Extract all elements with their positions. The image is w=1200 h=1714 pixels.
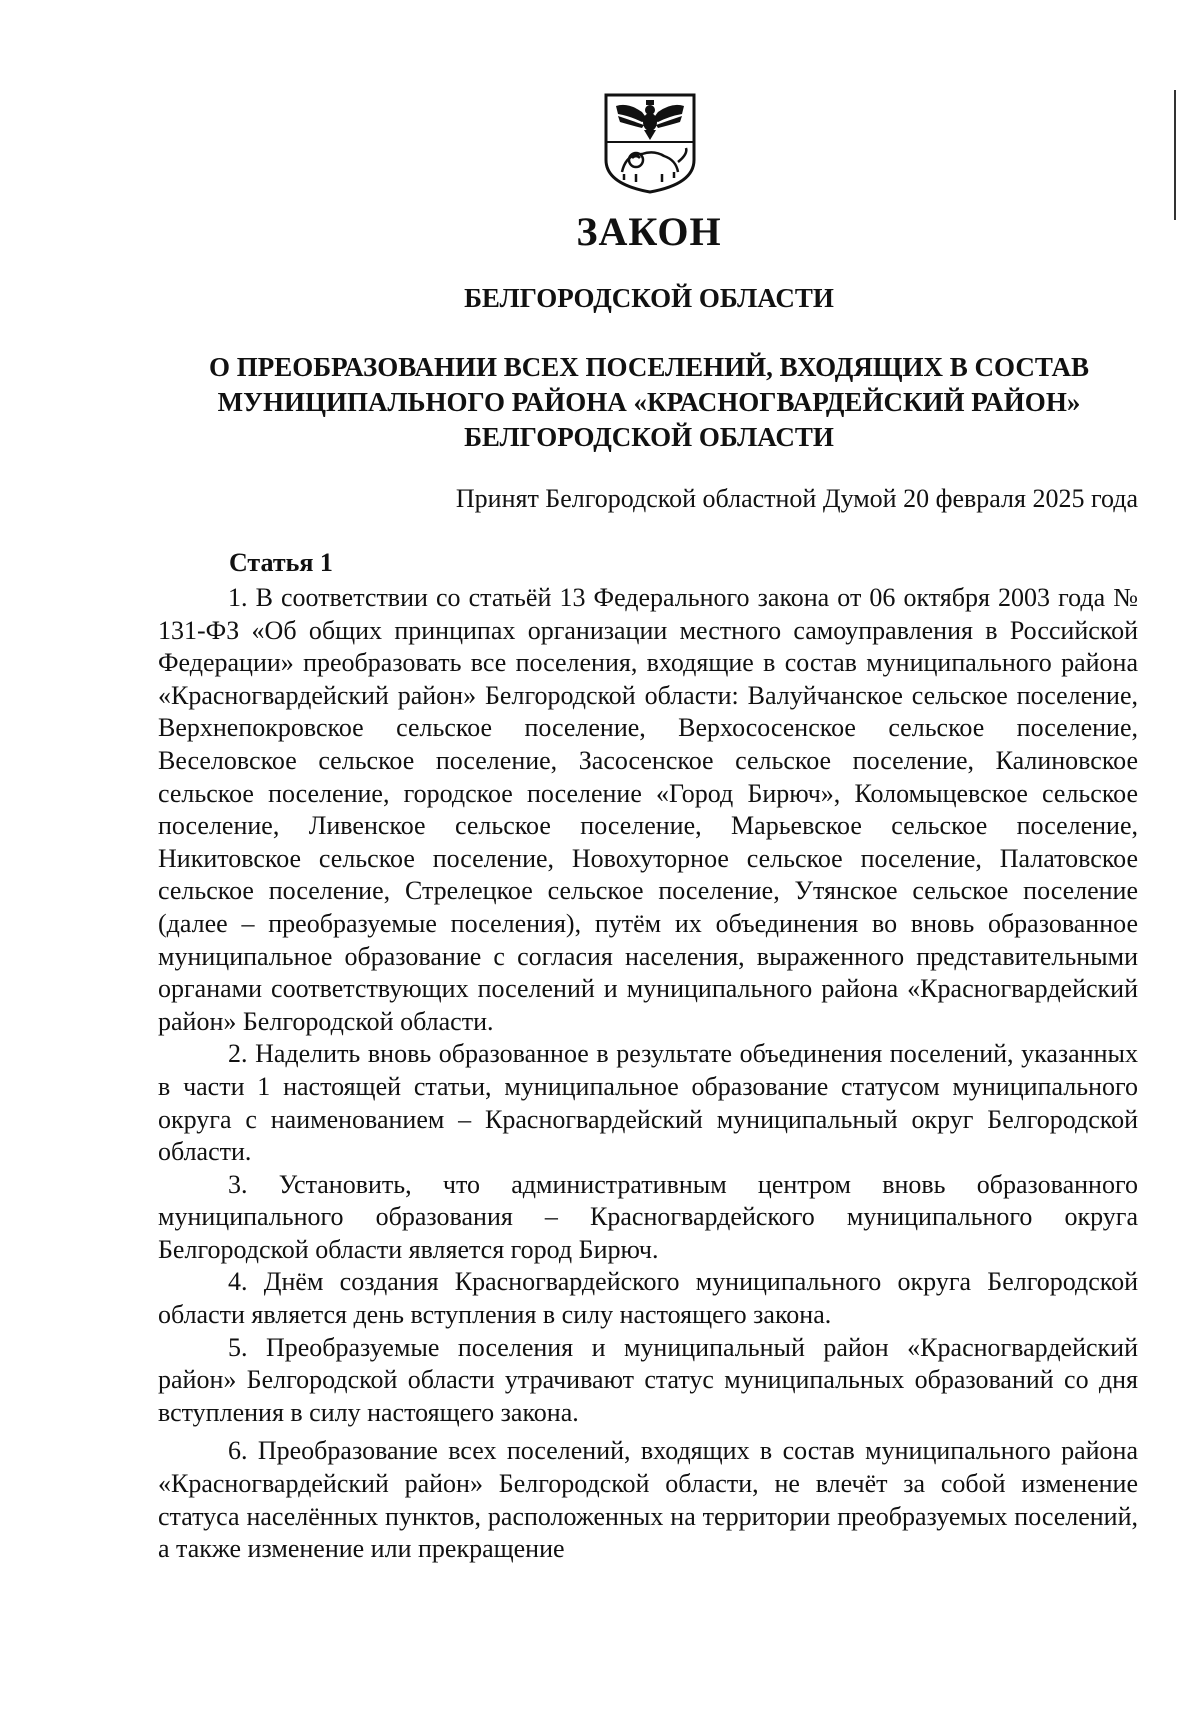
region-title: БЕЛГОРОДСКОЙ ОБЛАСТИ — [464, 283, 834, 313]
article-paragraph: 6. Преобразование всех поселений, входящих в состав муниципального района «Красногвардейский район» Белгородской области, не влечёт за собой изменение статуса населённых пунктов, расположенных на территории преобразуемых поселений, а также изменение или прекращение — [158, 1436, 1138, 1564]
coat-of-arms-icon — [602, 92, 698, 194]
article-paragraph: 4. Днём создания Красногвардейского муниципального округа Белгородской области является день вступления в силу настоящего закона. — [158, 1267, 1138, 1330]
article-paragraph: 3. Установить, что административным центром вновь образованного муниципального образования – Красногвардейского муниципального округа Белгородской области является город Бирюч. — [158, 1169, 1138, 1264]
article-paragraph: 1. В соответствии со статьёй 13 Федерального закона от 06 октября 2003 года № 131-ФЗ «Об общих принципах организации местного самоуправления в Российской Федерации» преобразовать все поселения, входящие в состав муниципального района «Красногвардейский район» Белгородской области: Валуйчанское сельское поселение, Верхнепокровское сельское поселение, Верхососенское сельское поселение, Веселовское сельское поселение, Засосенское сельское поселение, Калиновское сельское поселение, городское поселение «Город Бирюч», Коломыцевское сельское поселение, Ливенское сельское поселение, Марьевское сельское поселение, Никитовское сельское поселение, Новохуторное сельское поселение, Палатовское сельское поселение, Стрелецкое сельское поселение, Утянское сельское поселение (далее – преобразуемые поселения), путём их объединения во вновь образованное муниципальное образование с согласия населения, выраженного представительными органами соответствующих поселений и муниципального района «Красногвардейский район» Белгородской области. — [158, 583, 1138, 1036]
article-title: Статья 1 — [229, 548, 333, 577]
law-subject-line: МУНИЦИПАЛЬНОГО РАЙОНА «КРАСНОГВАРДЕЙСКИЙ РАЙОН» — [217, 387, 1081, 417]
law-title: ЗАКОН — [576, 209, 722, 254]
law-subject-line: БЕЛГОРОДСКОЙ ОБЛАСТИ — [464, 422, 834, 452]
scan-edge-mark — [1174, 90, 1176, 220]
adoption-note: Принят Белгородской областной Думой 20 февраля 2025 года — [455, 484, 1138, 513]
article-body — [158, 582, 1138, 1566]
law-subject — [150, 350, 1148, 455]
article-paragraph: 5. Преобразуемые поселения и муниципальный район «Красногвардейский район» Белгородской области утрачивают статус муниципальных образований со дня вступления в силу настоящего закона. — [158, 1332, 1138, 1427]
law-subject-line: О ПРЕОБРАЗОВАНИИ ВСЕХ ПОСЕЛЕНИЙ, ВХОДЯЩИХ В СОСТАВ — [208, 352, 1090, 382]
article-paragraph: 2. Наделить вновь образованное в результате объединения поселений, указанных в части 1 настоящей статьи, муниципальное образование статусом муниципального округа с наименованием – Красногвардейский муниципальный округ Белгородской области. — [158, 1039, 1138, 1167]
